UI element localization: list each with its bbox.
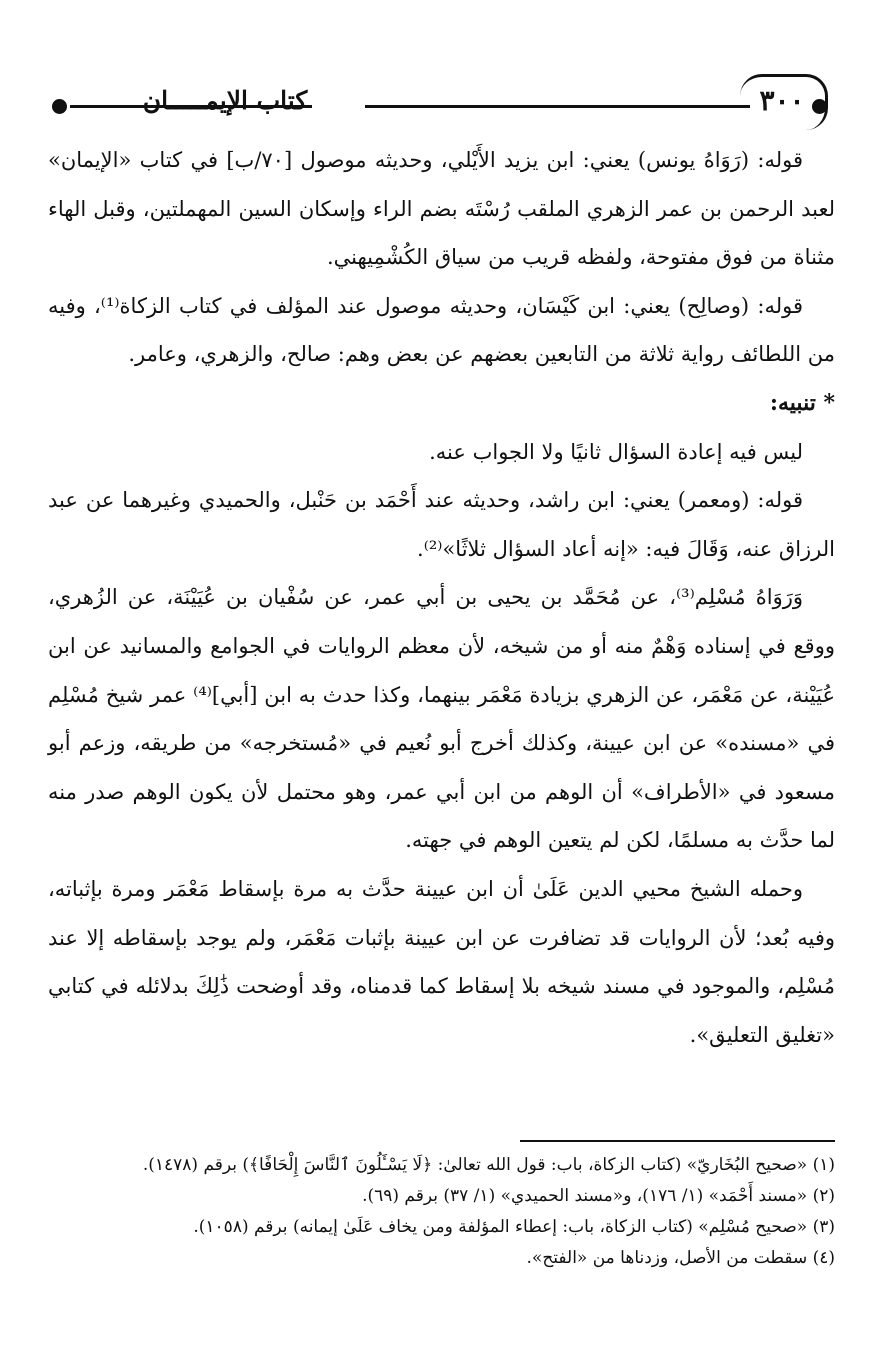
running-header [30, 72, 835, 136]
header-right-dot [812, 99, 827, 114]
footnote-2: (٢) «مسند أَحْمَد» (١/ ١٧٦)، و«مسند الحميدي» (١/ ٣٧) برقم (٦٩). [362, 1186, 835, 1206]
paragraph-mamar: قوله: (ومعمر) يعني: ابن راشد، وحديثه عند أَحْمَد بن حَنْبل، والحميدي وغيرهما عن عبد الرزاق عنه، وَقَالَ فيه: «إنه أعاد السؤال ثلاثًا»⁽²⁾. [48, 488, 835, 561]
paragraph-salih: قوله: (وصالِح) يعني: ابن كَيْسَان، وحديثه موصول عند المؤلف في كتاب الزكاة⁽¹⁾، وفيه من اللطائف رواية ثلاثة من التابعين بعضهم عن بعض وهم: صالح، والزهري، وعامر. [48, 293, 835, 367]
main-text [48, 136, 835, 1059]
footnote-3: (٣) «صحيح مُسْلِم» (كتاب الزكاة، باب: إعطاء المؤلفة ومن يخاف عَلَىٰ إيمانه) برقم (١٠٥٨). [193, 1217, 835, 1237]
footnote-separator [520, 1140, 835, 1142]
header-left-dot [52, 99, 67, 114]
footnotes [48, 1150, 835, 1274]
footnote-1: (١) «صحيح البُخَاريّ» (كتاب الزكاة، باب: قول الله تعالىٰ: ﴿لَا يَسْـَٔلُونَ ٱلنَّاسَ إِلْحَافًا﴾) برقم (١٤٧٨). [142, 1155, 835, 1175]
section-heading-tanbih: * تنبيه: [769, 389, 835, 416]
paragraph-tanbih: ليس فيه إعادة السؤال ثانيًا ولا الجواب عنه. [429, 439, 803, 464]
paragraph-muhyiddin: وحمله الشيخ محيي الدين عَلَىٰ أن ابن عيينة حدَّث به مرة بإسقاط مَعْمَر ومرة بإثباته، وفيه بُعد؛ لأن الروايات قد تضافرت عن ابن عيينة بإثبات مَعْمَر، ولم يوجد بإسقاطه إلا عند مُسْلِم، والموجود في مسند شيخه بلا إسقاط كما قدمناه، وقد أوضحت ذَٰلِكَ بدلائله في كتابي «تغليق التعليق». [48, 876, 835, 1047]
footnote-4: (٤) سقطت من الأصل، وزدناها من «الفتح». [526, 1248, 835, 1268]
paragraph-muslim: وَرَوَاهُ مُسْلِم⁽³⁾، عن مُحَمَّد بن يحيى بن أبي عمر، عن سُفْيان بن عُيَيْنَة، عن الزُهري، ووقع في إسناده وَهْمٌ منه أو من شيخه، لأن معظم الروايات في الجوامع والمسانيد عن ابن عُيَيْنة، عن مَعْمَر، عن الزهري بزيادة مَعْمَر بينهما، وكذا حدث به ابن [أبي]⁽⁴⁾ عمر شيخ مُسْلِم في «مسنده» عن ابن عيينة، وكذلك أخرج أبو نُعيم في «مُستخرجه» من طريقه، وزعم أبو مسعود في «الأطراف» أن الوهم من ابن أبي عمر، وهو محتمل لأن يكون الوهم صدر منه لما حدَّث به مسلمًا، لكن لم يتعين الوهم في جهته. [48, 585, 836, 853]
book-title: كتاب الإيمـــــان [142, 86, 308, 115]
page-number: ٣٠٠ [759, 84, 805, 117]
paragraph-yunus: قوله: (رَوَاهُ يونس) يعني: ابن يزيد الأَيْلي، وحديثه موصول [٧٠/ب] في كتاب «الإيمان» لعبد الرحمن بن عمر الزهري الملقب رُسْتَه بضم الراء وإسكان السين المهملتين، وقبل الهاء مثناة من فوق مفتوحة، ولفظه قريب من سياق الكُشْمِيهني. [48, 148, 835, 270]
header-rule-right [365, 105, 750, 108]
